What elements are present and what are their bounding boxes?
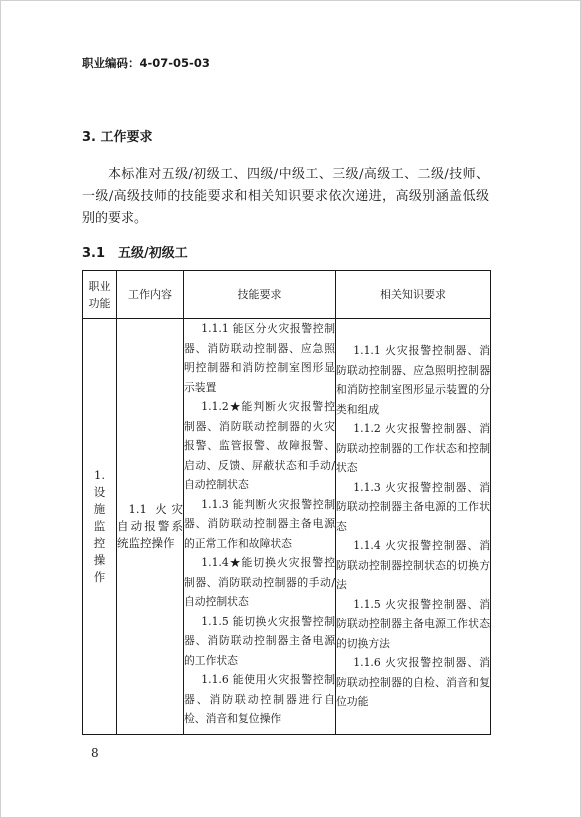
skill-item: 1.1.1 能区分火灾报警控制器、消防联动控制器、应急照明控制器和消防控制室图形显示装置 bbox=[184, 322, 335, 394]
section-heading: 3. 工作要求 bbox=[82, 130, 153, 145]
skill-item: 1.1.2★能判断火灾报警控制器、消防联动控制器的火灾报警、监管报警、故障报警、启动、反馈、屏蔽状态和手动/自动控制状态 bbox=[184, 400, 335, 491]
knowledge-item: 1.1.6 火灾报警控制器、消防联动控制器的自检、消音和复位功能 bbox=[336, 656, 490, 709]
function-label: 1. 设施监控操作 bbox=[93, 468, 106, 584]
knowledge-item: 1.1.5 火灾报警控制器、消防联动控制器主备电源工作状态的切换方法 bbox=[336, 597, 490, 650]
header-knowledge: 相关知识要求 bbox=[336, 271, 491, 319]
occupation-code: 职业编码：4-07-05-03 bbox=[82, 56, 210, 70]
requirements-table bbox=[82, 270, 491, 735]
skill-item: 1.1.4★能切换火灾报警控制器、消防联动控制器的手动/自动控制状态 bbox=[184, 556, 335, 608]
skill-item: 1.1.3 能判断火灾报警控制器、消防联动控制器主备电源的正常工作和故障状态 bbox=[184, 497, 335, 550]
cell-knowledge bbox=[336, 319, 491, 735]
cell-content bbox=[117, 319, 184, 735]
header-skills: 技能要求 bbox=[184, 271, 336, 319]
table-header-row bbox=[83, 271, 491, 319]
header-content: 工作内容 bbox=[117, 271, 184, 319]
knowledge-item: 1.1.1 火灾报警控制器、消防联动控制器、应急照明控制器和消防控制室图形显示装置的分类和组成 bbox=[336, 344, 490, 416]
cell-skills bbox=[184, 319, 336, 735]
intro-paragraph: 本标准对五级/初级工、四级/中级工、三级/高级工、二级/技师、一级/高级技师的技能要求和相关知识要求依次递进，高级别涵盖低级别的要求。 bbox=[82, 167, 489, 226]
knowledge-item: 1.1.2 火灾报警控制器、消防联动控制器的工作状态和控制状态 bbox=[336, 422, 490, 475]
knowledge-item: 1.1.4 火灾报警控制器、消防联动控制器控制状态的切换方法 bbox=[336, 539, 490, 592]
subsection-heading: 3.1 五级/初级工 bbox=[82, 246, 188, 261]
page-number: 8 bbox=[91, 746, 99, 760]
cell-function bbox=[83, 319, 117, 735]
table-row bbox=[83, 319, 491, 735]
skill-item: 1.1.6 能使用火灾报警控制器、消防联动控制器进行自检、消音和复位操作 bbox=[184, 673, 335, 725]
skill-item: 1.1.5 能切换火灾报警控制器、消防联动控制器主备电源的工作状态 bbox=[184, 614, 335, 667]
content-label: 1.1 火灾自动报警系统监控操作 bbox=[117, 502, 183, 550]
knowledge-item: 1.1.3 火灾报警控制器、消防联动控制器主备电源的工作状态 bbox=[336, 480, 490, 533]
header-function: 职业功能 bbox=[83, 271, 117, 319]
